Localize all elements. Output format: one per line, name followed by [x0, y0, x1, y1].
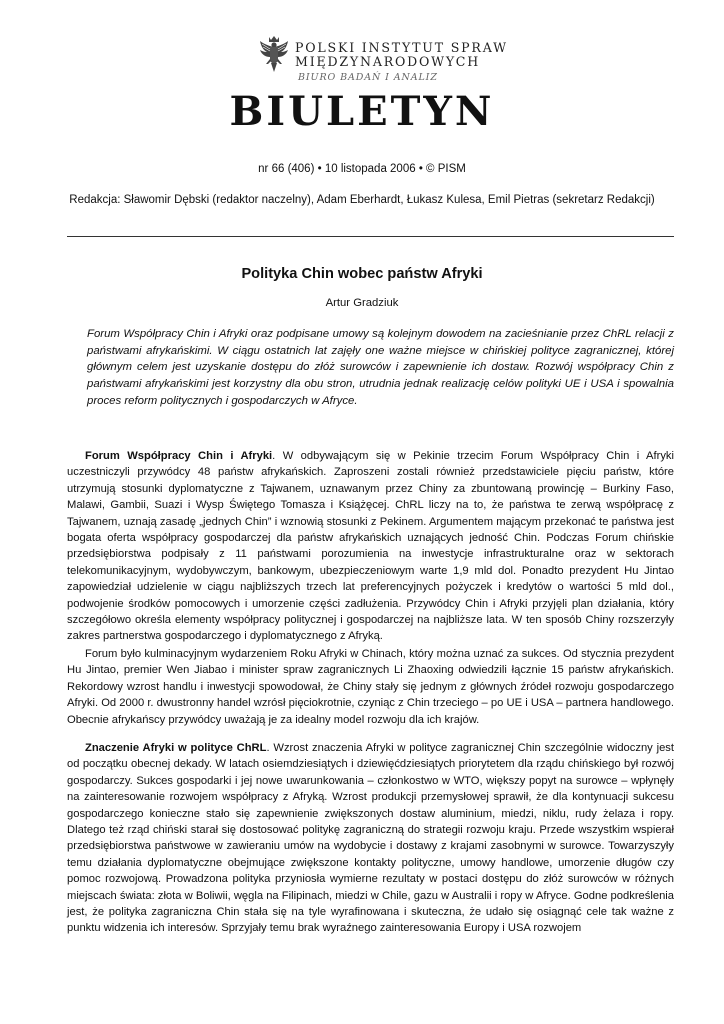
department-name: BIURO BADAŃ I ANALIZ: [298, 72, 438, 83]
paragraph-text: . W odbywającym się w Pekinie trzecim Forum Współpracy Chin i Afryki uczestniczyli przywódcy 48 państw afrykańskich. Zaproszeni zostali również przedstawiciele pięciu państw, które utrzymują stosunki dyplomatyczne z Tajwanem, uznawanym przez Chiny za zbuntowaną prowincję – Burkiny Faso, Malawi, Gambii, Suazi i Wysp Świętego Tomasza i Książęcej. ChRL liczy na to, że państwa te zerwą współpracę z Tajwanem, uznają zasadę „jednych Chin” i wznowią stosunki z Pekinem. Argumentem mającym przekonać te państwa jest bogata oferta współpracy gospodarczej dla państw afrykańskich uznających jedność Chin. Podczas Forum chińskie przedsiębiorstwa podpisały z 11 państwami porozumienia na inwestycje infrastrukturalne oraz w sektorach telekomunikacyjnym, wydobywczym, bankowym, ubezpieczeniowym warte 1,9 mld dol. Ponadto prezydent Hu Jintao zapowiedział udzielenie w ciągu najbliższych trzech lat preferencyjnych pożyczek i kredytów o wartości 5 mld dol., podwojenie środków pomocowych i umorzenie części zadłużenia. Przywódcy Chin i Afryki przyjęli plan działania, który szczegółowo określa elementy współpracy politycznej i gospodarczej na najbliższe lata. W ten sposób Chiny rozszerzyły zakres partnerstwa gospodarczego i dyplomatycznego z Afryką.: [67, 450, 674, 643]
institute-name-line2: MIĘDZYNARODOWYCH: [295, 54, 481, 69]
paragraph-text: . Wzrost znaczenia Afryki w polityce zagranicznej Chin szczególnie widoczny jest od początku obecnej dekady. W latach osiemdziesiątych i dziewięćdziesiątych priorytetem dla rządu chińskiego był rozwój gospodarczy. Sukces gospodarki i jej nowe uwarunkowania – członkostwo w WTO, większy popyt na surowce – wpłynęły na zainteresowanie rozwojem współpracy z Afryką. Wzrost produkcji przemysłowej sprawił, że dla kontynuacji sukcesu gospodarczego konieczne stało się zapewnienie zwiększonych dostaw aluminium, miedzi, niklu, rudy żelaza i ropy. Dlatego też rząd chiński starał się dostosować politykę zagraniczną do strategii rozwoju kraju. Przede wszystkim wspierał przedsiębiorstwa państwowe w zawieraniu umów na wydobycie i dostawy z krajami zasobnymi w surowce. Towarzyszyły temu działania dyplomatyczne obejmujące zwiększone kontakty polityczne, umowy handlowe, umorzenie długów czy pomoc rozwojową. Prowadzona polityka przyniosła wymierne rezultaty w postaci dostępu do złóż surowców w różnych miejscach świata: złota w Boliwii, węgla na Filipinach, miedzi w Chile, gazu w Australii i ropy w Afryce. Godne podkreślenia jest, że polityka zagraniczna Chin stała się na tyle wyrafinowana i skuteczna, że udało się osiągnąć cele tak ważne z punktu widzenia ich interesów. Sprzyjały temu brak wyraźnego zainteresowania Europy i USA rozwojem: [67, 742, 674, 935]
paragraph-heading: Znaczenie Afryki w polityce ChRL: [85, 742, 267, 754]
body-paragraph: [67, 448, 674, 645]
body-paragraph: [67, 740, 674, 937]
article-abstract: Forum Współpracy Chin i Afryki oraz podpisane umowy są kolejnym dowodem na zacieśnianie przez ChRL relacji z państwami afrykańskimi. W ciągu ostatnich lat zajęły one ważne miejsce w chińskiej polityce zagranicznej, której głównym celem jest uzyskanie dostępu do złóż surowców i zapewnienie ich dostaw. Rozwój współpracy Chin z państwami afrykańskimi jest korzystny dla obu stron, utrudnia jednak realizację celów polityki UE i USA i spowalnia proces reform politycznych i gospodarczych w Afryce.: [87, 328, 674, 407]
paragraph-text: Forum było kulminacyjnym wydarzeniem Roku Afryki w Chinach, który można uznać za sukces. Od stycznia prezydent Hu Jintao, premier Wen Jiabao i minister spraw zagranicznych Li Zhaoxing odwiedzili łącznie 15 państw afrykańskich. Rekordowy wzrost handlu i inwestycji spowodował, że Chiny stały się jednym z głównych źródeł rozwoju gospodarczego Afryki. Od 2000 r. dwustronny handel wzrósł pięciokrotnie, czyniąc z Chin trzeciego – po UE i USA – partnera handlowego. Obecnie afrykańscy przywódcy uważają je za idealny model rozwoju dla ich krajów.: [67, 648, 674, 726]
issue-line: nr 66 (406) • 10 listopada 2006 • © PISM: [258, 163, 466, 175]
bulletin-title: BIULETYN: [229, 88, 495, 135]
body-paragraph: [67, 646, 674, 728]
eagle-emblem-icon: [258, 34, 290, 74]
institute-name-line1: POLSKI INSTYTUT SPRAW: [295, 40, 508, 55]
article-author: Artur Gradziuk: [325, 297, 399, 309]
header-divider: [67, 236, 674, 237]
paragraph-heading: Forum Współpracy Chin i Afryki: [85, 450, 273, 462]
institute-masthead: [258, 34, 508, 86]
article-title: Polityka Chin wobec państw Afryki: [241, 266, 483, 282]
editors-line: Redakcja: Sławomir Dębski (redaktor naczelny), Adam Eberhardt, Łukasz Kulesa, Emil Pietras (sekretarz Redakcji): [69, 194, 655, 206]
